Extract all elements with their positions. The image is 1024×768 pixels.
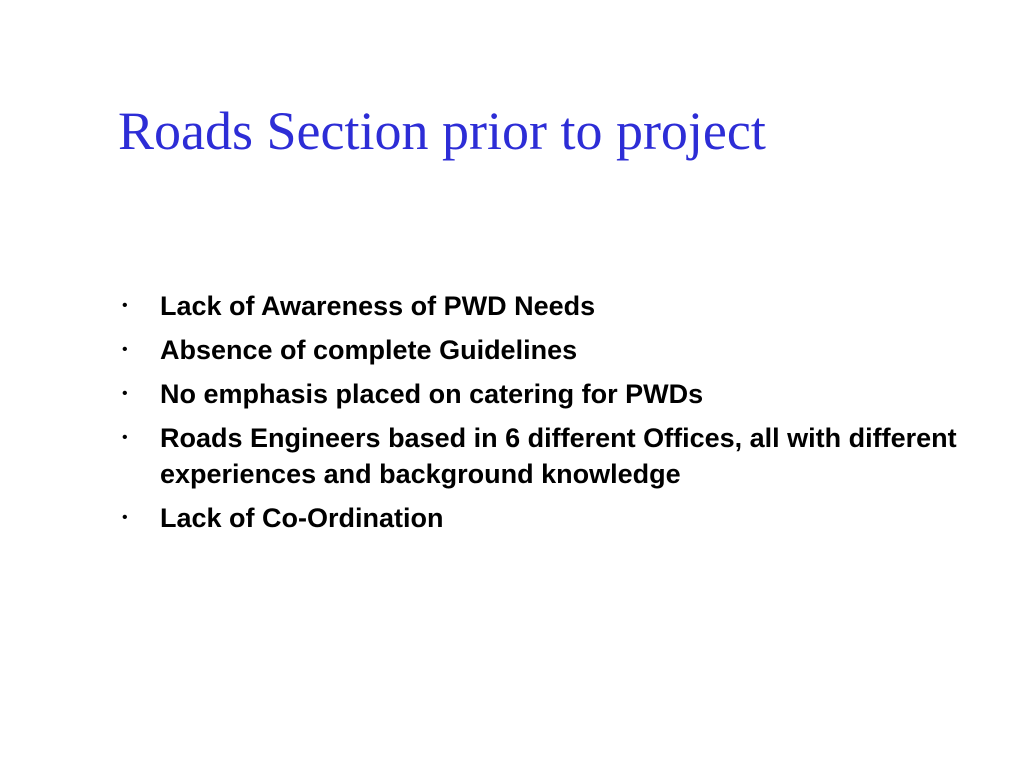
bullet-text: Lack of Co-Ordination	[160, 503, 444, 533]
bullet-list	[122, 288, 962, 544]
bullet-marker: •	[122, 341, 128, 358]
bullet-marker: •	[122, 297, 128, 314]
bullet-item	[122, 288, 962, 324]
bullet-text: Roads Engineers based in 6 different Offices, all with different experiences and background knowledge	[160, 423, 957, 489]
bullet-text: No emphasis placed on catering for PWDs	[160, 379, 704, 409]
bullet-item	[122, 332, 962, 368]
slide-title: Roads Section prior to project	[118, 101, 766, 161]
bullet-item	[122, 500, 962, 536]
bullet-marker: •	[122, 509, 128, 526]
bullet-marker: •	[122, 385, 128, 402]
bullet-item	[122, 376, 962, 412]
bullet-text: Lack of Awareness of PWD Needs	[160, 291, 596, 321]
bullet-item	[122, 420, 962, 492]
bullet-marker: •	[122, 429, 128, 446]
bullet-text: Absence of complete Guidelines	[160, 335, 578, 365]
